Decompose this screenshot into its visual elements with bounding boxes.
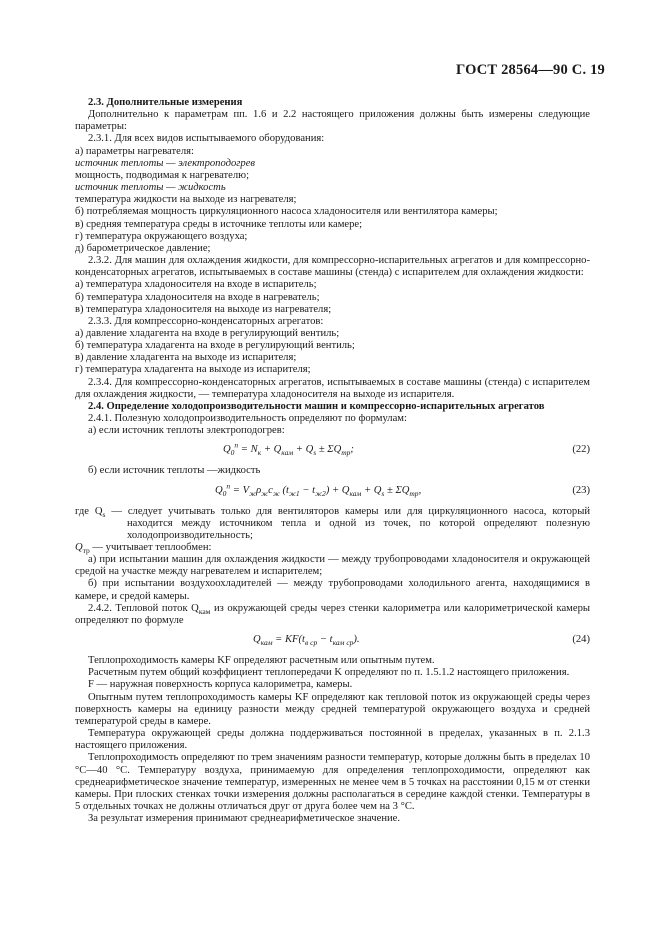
liquid-temp: температура жидкости на выходе из нагревателя; bbox=[75, 194, 297, 206]
document-body bbox=[75, 97, 590, 825]
item-g: г) температура окружающего воздуха; bbox=[75, 230, 248, 242]
section-2-3-2: 2.3.2. Для машин для охлаждения жидкости, для компрессорно-испарительных агрегатов и для компрессорно-конденсаторных агрегатов, испытываемых в составе машины (стенда) с испарителем для охлаждения жидкости: bbox=[75, 255, 590, 279]
where-qtr-symbol: Q bbox=[75, 542, 83, 553]
item-2-3-2-b: б) температура хладоносителя на входе в нагреватель; bbox=[75, 291, 320, 303]
formula-22-body: $Q_0^п = N_к + Q_{кам} + Q_s \pm \Sigma Q_{тр}$; bbox=[223, 440, 354, 458]
item-2-3-2-a: а) температура хладоносителя на входе в испаритель; bbox=[75, 279, 317, 291]
kf-paragraph-1: Теплопроходимость камеры KF определяют расчетным или опытным путем. bbox=[88, 655, 435, 667]
item-2-3-2-v: в) температура хладоносителя на выходе из нагревателя; bbox=[75, 303, 332, 315]
kf-paragraph-2: Расчетным путем общий коэффициент теплопередачи K определяют по п. 1.5.1.2 настоящего приложения. bbox=[88, 667, 570, 679]
heat-source-liquid: источник теплоты — жидкость bbox=[75, 182, 226, 194]
item-2-3-3-g: г) температура хладагента на выходе из испарителя; bbox=[75, 364, 311, 376]
item-a: а) параметры нагревателя: bbox=[75, 145, 194, 157]
item-2-3-3-a: а) давление хладагента на входе в регулирующий вентиль; bbox=[75, 327, 340, 339]
section-2-4-1: 2.4.1. Полезную холодопроизводительность определяют по формулам: bbox=[88, 413, 407, 425]
formula-23 bbox=[75, 481, 590, 503]
s242-part-b: из окружающей среды через стенки калориметра или калориметрической камеры определяют по формуле bbox=[75, 602, 590, 626]
item-2-3-3-v: в) давление хладагента на выходе из испарителя; bbox=[75, 352, 297, 364]
case-electric: а) если источник теплоты электроподогрев: bbox=[88, 425, 285, 437]
kf-paragraph-5: Температура окружающей среды должна поддерживаться постоянной в пределах, указанных в п. 2.1.3 настоящего приложения. bbox=[75, 728, 590, 752]
s242-part-a: 2.4.2. Тепловой поток Q bbox=[88, 602, 199, 614]
where-qs-text: — следует учитывать только для вентиляторов камеры или для циркуляционного насоса, который находится между источником тепла и одной из точек, по которой определяют полезную холодопроизводительность; bbox=[105, 505, 590, 541]
section-2-3-3: 2.3.3. Для компрессорно-конденсаторных агрегатов: bbox=[88, 315, 324, 327]
where-qs-sub: s bbox=[102, 509, 106, 519]
qtr-item-a: а) при испытании машин для охлаждения жидкости — между трубопроводами хладоносителя и окружающей средой на участке между нагревателем и испарителем; bbox=[75, 554, 590, 578]
formula-22 bbox=[75, 440, 590, 462]
item-v: в) средняя температура среды в источнике теплоты или камере; bbox=[75, 218, 363, 230]
section-2-3-1: 2.3.1. Для всех видов испытываемого оборудования: bbox=[88, 133, 325, 145]
formula-24-number: (24) bbox=[572, 634, 590, 646]
section-2-4-2 bbox=[75, 603, 590, 627]
section-2-4-title: 2.4. Определение холодопроизводительности машин и компрессорно-испарительных агрегатов bbox=[88, 400, 545, 412]
heat-source-electric: источник теплоты — электроподогрев bbox=[75, 157, 256, 169]
section-2-3-intro: Дополнительно к параметрам пп. 1.6 и 2.2 настоящего приложения должны быть измерены следующие параметры: bbox=[75, 109, 590, 133]
kf-paragraph-6: Теплопроходимость определяют по трем значениям разности температур, которые должны быть в пределах 10 °С—40 °С. Температуру воздуха, принимаемую для определения теплопроходимости, определяют как среднеарифметическое значение температур, измеренных не менее чем в 5 точках на расстоянии 0,15 м от стенки камеры. При плоских стенках точки измерения должны располагаться в середине каждой стенки. Температуры в 5 отдельных точках не должны отличаться друг от друга более чем на 3 °С. bbox=[75, 752, 590, 812]
kf-paragraph-3: F — наружная поверхность корпуса калориметра, камеры. bbox=[88, 679, 353, 691]
where-qs-symbol: где Q bbox=[75, 505, 103, 517]
formula-24-body: $Q_{кам} = KF(t_{в ср} - t_{кам ср})$. bbox=[253, 634, 360, 648]
section-2-3-4: 2.3.4. Для компрессорно-конденсаторных агрегатов, испытываемых в составе машины (стенда) с испарителем для охлаждения жидкости, — температура хладоносителя на выходе из испарителя. bbox=[75, 376, 590, 400]
formula-23-number: (23) bbox=[572, 484, 590, 496]
s242-sub: кам bbox=[198, 606, 211, 616]
case-liquid: б) если источник теплоты —жидкость bbox=[88, 465, 261, 477]
heater-power: мощность, подводимая к нагревателю; bbox=[75, 169, 250, 181]
item-b: б) потребляемая мощность циркуляционного насоса хладоносителя или вентилятора камеры; bbox=[75, 206, 498, 218]
where-qtr bbox=[75, 542, 590, 554]
where-qtr-sub: тр bbox=[82, 546, 90, 556]
formula-24 bbox=[75, 630, 590, 652]
where-qtr-text: — учитывает теплообмен: bbox=[89, 542, 212, 553]
section-2-3-title: 2.3. Дополнительные измерения bbox=[88, 97, 243, 108]
formula-23-body: $Q_0^п = V_ж\rho_жc_ж$ $(t_{ж1} - t_{ж2}) + Q_{кам} + Q_s \pm \Sigma Q_{тр}$, bbox=[215, 481, 422, 498]
qtr-item-b: б) при испытании воздухоохладителей — между трубопроводами холодильного агента, находящимися в камере, и средой камеры. bbox=[75, 578, 590, 602]
formula-22-number: (22) bbox=[572, 444, 590, 456]
kf-paragraph-7: За результат измерения принимают среднеарифметическое значение. bbox=[88, 813, 401, 825]
where-qs bbox=[75, 506, 590, 542]
page-header: ГОСТ 28564—90 С. 19 bbox=[456, 62, 605, 78]
item-d: д) барометрическое давление; bbox=[75, 242, 211, 254]
kf-paragraph-4: Опытным путем теплопроходимость камеры KF определяют как тепловой поток из окружающей среды через поверхность камеры на единицу разности между средней температурой окружающего воздуха и средней температурой среды в камере. bbox=[75, 691, 590, 727]
item-2-3-3-b: б) температура хладагента на входе в регулирующий вентиль; bbox=[75, 340, 355, 352]
